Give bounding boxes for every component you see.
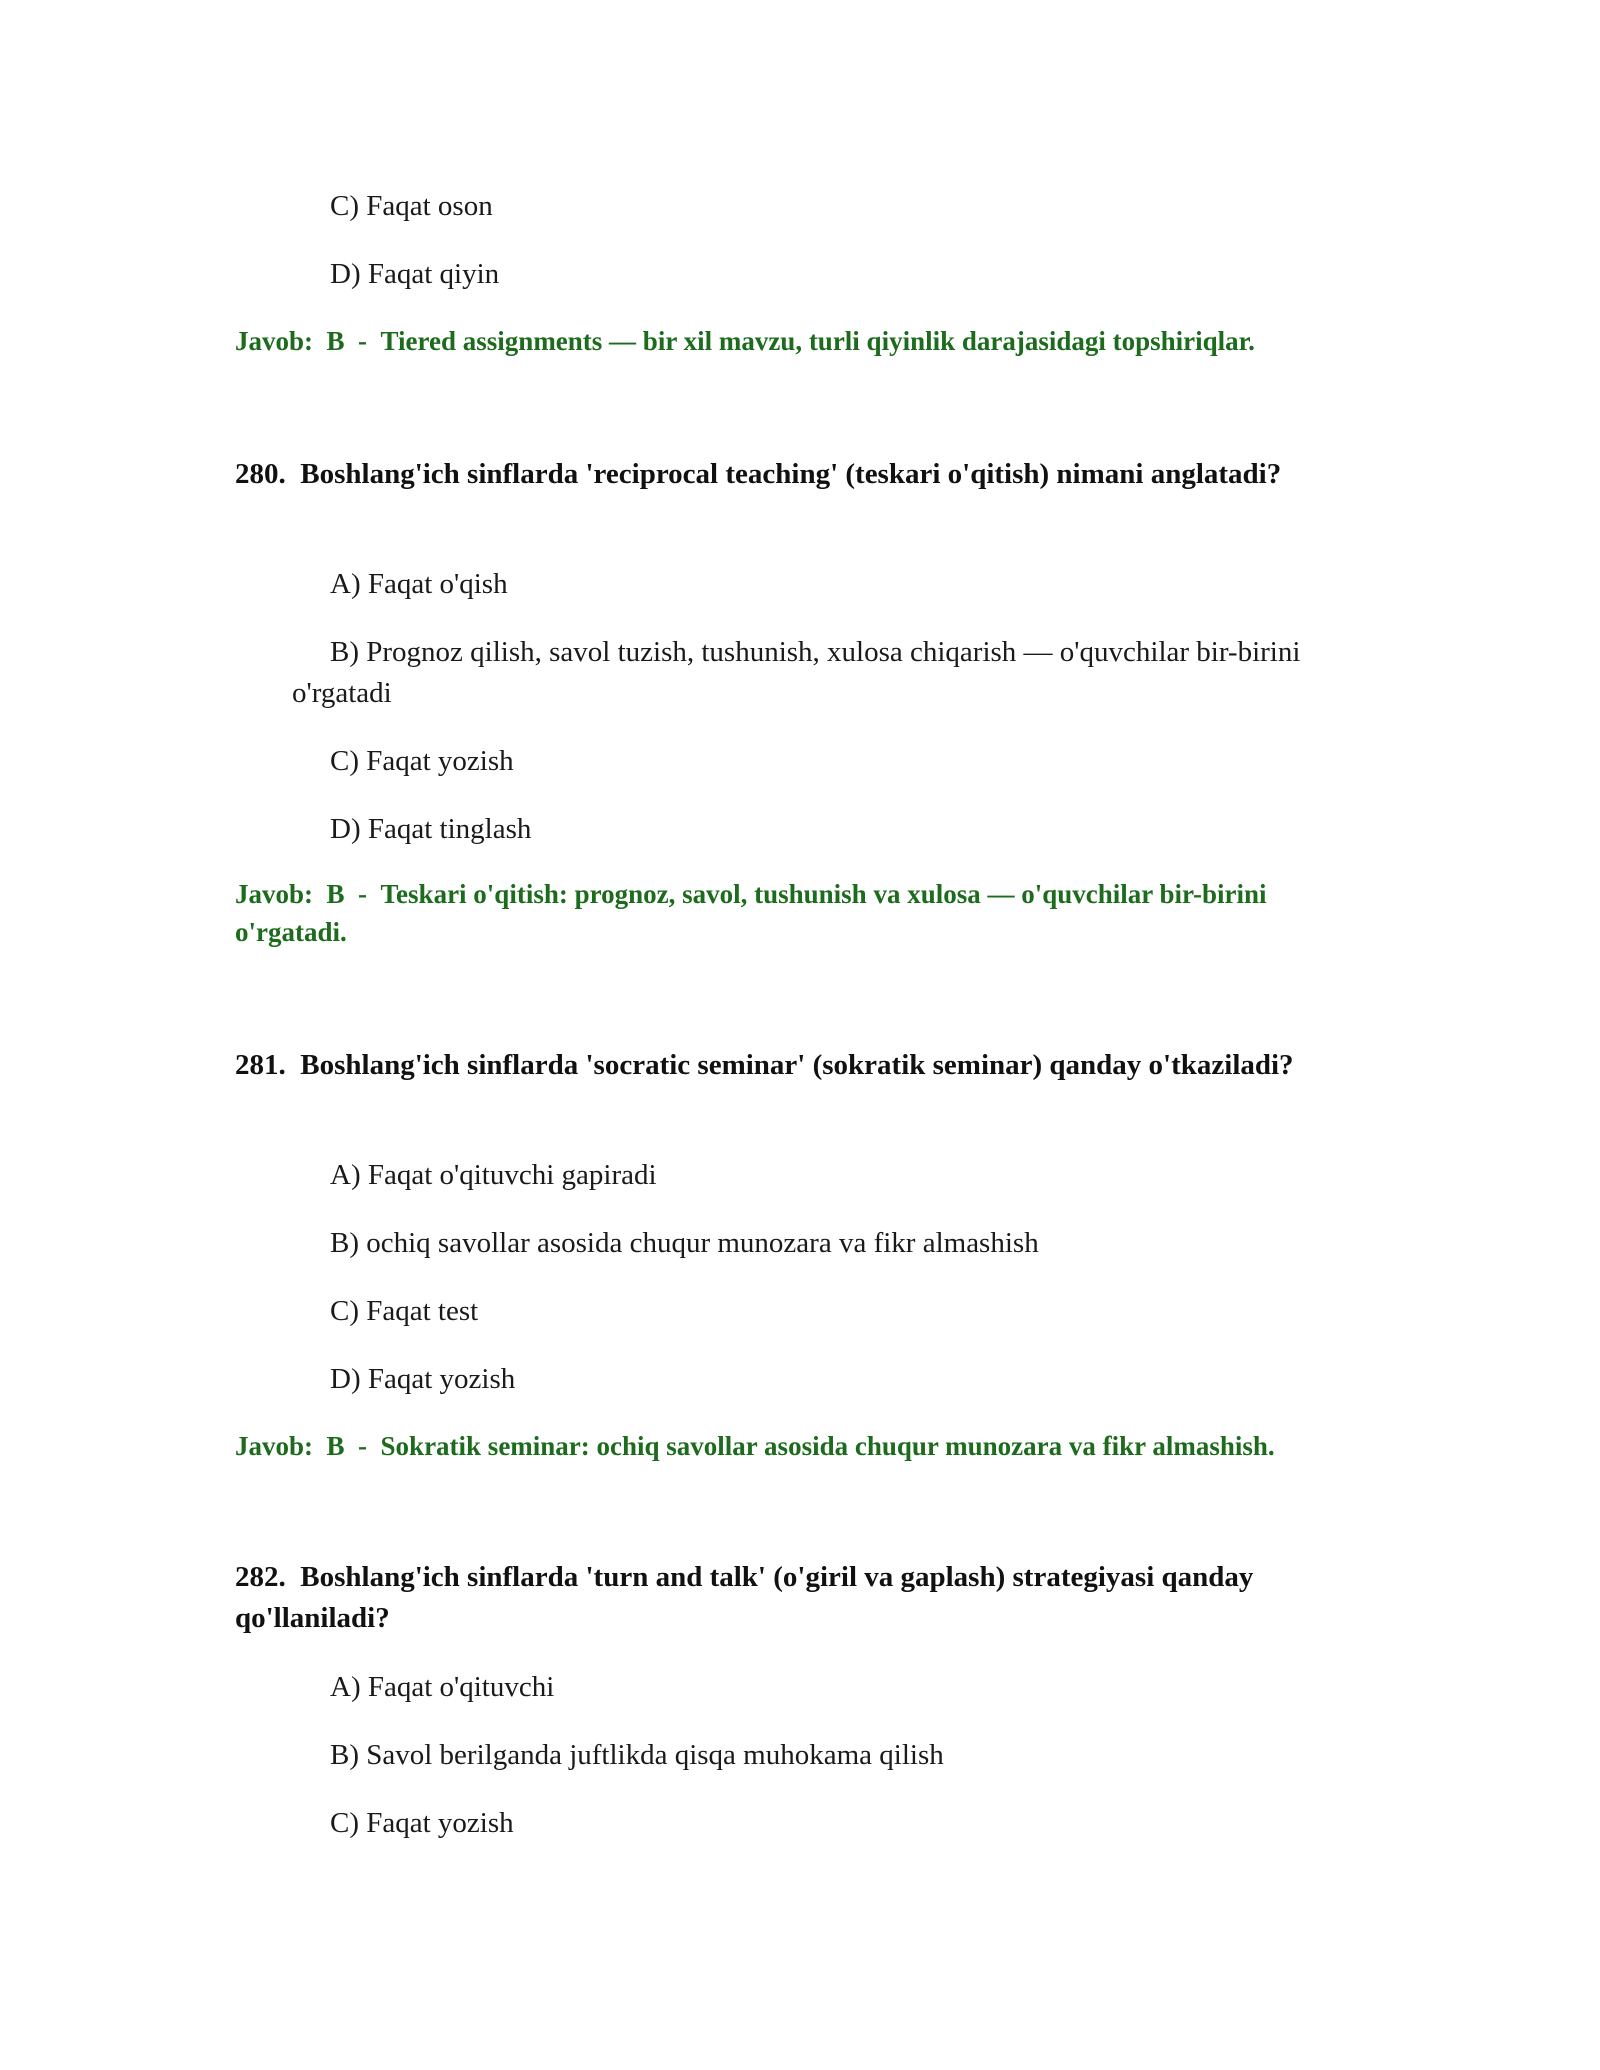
answer-separator: - (358, 879, 368, 909)
answer-text: Teskari o'qitish: prognoz, savol, tushunish va xulosa — o'quvchilar bir-birini o'rgatadi. (235, 879, 1267, 947)
answer-text: Sokratik seminar: ochiq savollar asosida chuqur munozara va fikr almashish. (380, 1431, 1275, 1461)
answer-separator: - (358, 1431, 368, 1461)
option-c: C) Faqat yozish (330, 745, 514, 777)
question-heading (235, 1045, 1355, 1086)
option-a: A) Faqat o'qituvchi (330, 1671, 555, 1703)
answer-label: Javob: (235, 879, 314, 909)
question-heading (235, 454, 1355, 495)
answer-letter: B (326, 879, 345, 909)
question-number: 282. (235, 1561, 286, 1593)
question-text: Boshlang'ich sinflarda 'reciprocal teaching' (teskari o'qitish) nimani anglatadi? (300, 458, 1282, 490)
option-b: B) ochiq savollar asosida chuqur munozara va fikr almashish (330, 1227, 1039, 1259)
answer-line (235, 322, 1355, 360)
option-b: B) Savol berilganda juftlikda qisqa muhokama qilish (330, 1739, 944, 1771)
option-c: C) Faqat test (330, 1295, 479, 1327)
answer-line (235, 1427, 1355, 1465)
answer-label: Javob: (235, 1431, 314, 1461)
option-d: D) Faqat qiyin (330, 258, 500, 290)
question-heading (235, 1557, 1355, 1639)
question-number: 281. (235, 1049, 286, 1081)
option-d: D) Faqat yozish (330, 1363, 516, 1395)
answer-letter: B (326, 1431, 345, 1461)
answer-line (235, 875, 1355, 951)
question-number: 280. (235, 458, 286, 490)
option-c: C) Faqat yozish (330, 1807, 514, 1839)
option-a: A) Faqat o'qituvchi gapiradi (330, 1159, 657, 1191)
answer-separator: - (358, 326, 368, 356)
answer-label: Javob: (235, 326, 314, 356)
option-a: A) Faqat o'qish (330, 568, 508, 600)
question-text: Boshlang'ich sinflarda 'socratic seminar' (sokratik seminar) qanday o'tkaziladi? (300, 1049, 1294, 1081)
option-c: C) Faqat oson (330, 190, 493, 222)
option-b: B) Prognoz qilish, savol tuzish, tushunish, xulosa chiqarish — o'quvchilar bir-birini o'rgatadi (292, 636, 1301, 709)
option-d: D) Faqat tinglash (330, 813, 532, 845)
answer-text: Tiered assignments — bir xil mavzu, turli qiyinlik darajasidagi topshiriqlar. (380, 326, 1255, 356)
question-text: Boshlang'ich sinflarda 'turn and talk' (o'giril va gaplash) strategiyasi qanday qo'llaniladi? (235, 1561, 1254, 1634)
answer-letter: B (326, 326, 345, 356)
